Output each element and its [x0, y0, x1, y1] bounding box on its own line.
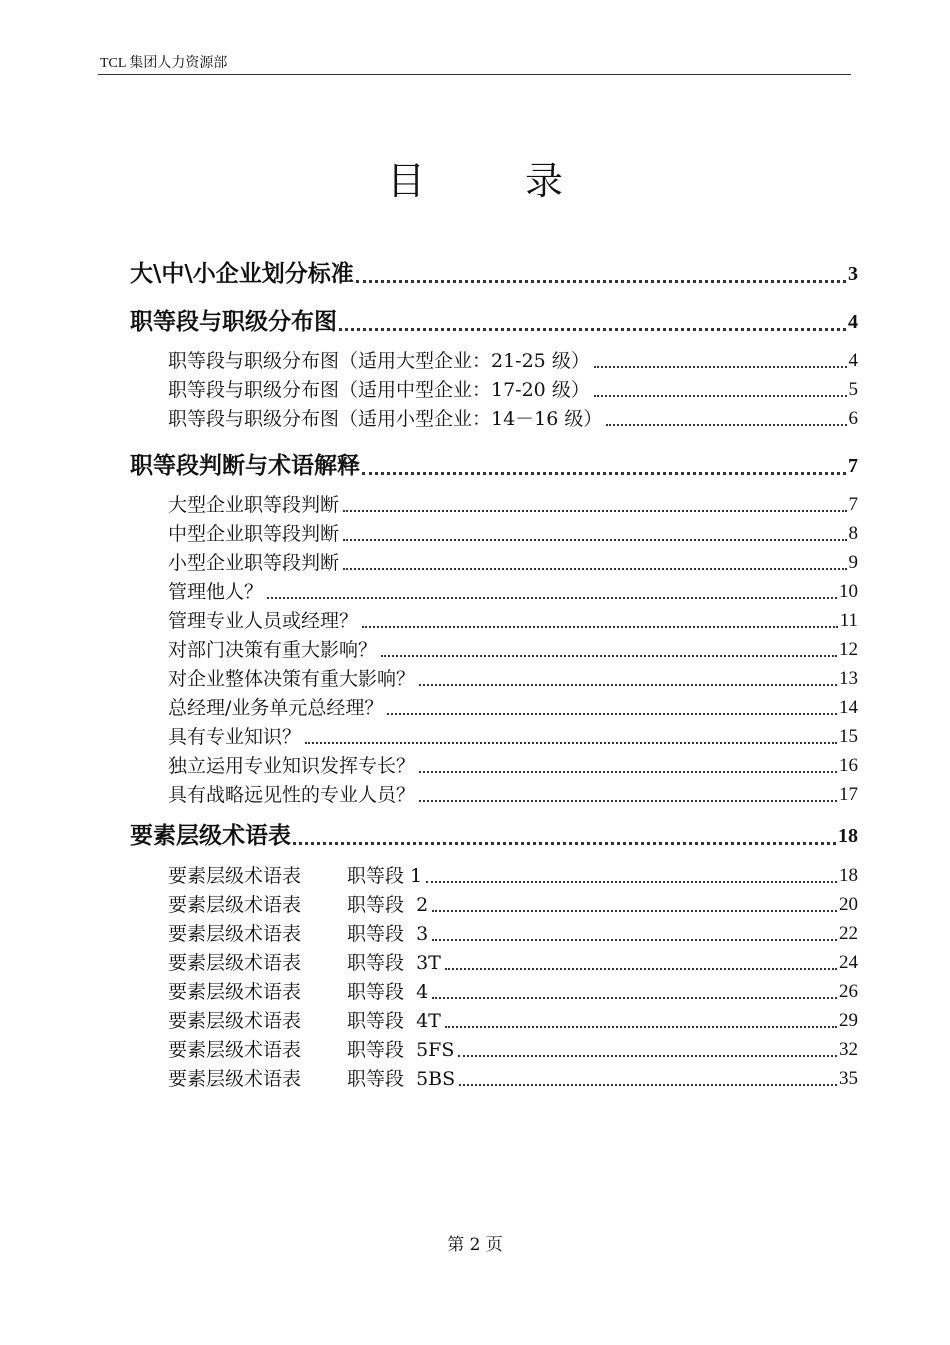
toc-subsection-entry[interactable] — [168, 521, 858, 547]
toc-dot-leader — [432, 920, 837, 941]
toc-dot-leader — [293, 819, 836, 845]
toc-entry-title: 具有专业知识？ — [168, 726, 302, 748]
toc-entry-title: 要素层级术语表 — [168, 1039, 302, 1061]
toc-dot-leader — [356, 257, 846, 283]
toc-page-number: 18 — [838, 825, 858, 847]
toc-dot-leader — [362, 607, 838, 628]
toc-entry-title: 要素层级术语表 — [168, 923, 302, 945]
toc-subsection-entry[interactable] — [168, 921, 858, 947]
toc-page-number: 16 — [839, 755, 858, 776]
toc-subsection-entry[interactable] — [168, 1008, 858, 1034]
toc-entry-grade: 职等段 3T — [347, 952, 441, 974]
toc-page-number: 4 — [848, 311, 858, 333]
toc-dot-leader — [445, 1007, 837, 1028]
toc-page-number: 17 — [839, 784, 858, 805]
toc-page-number: 11 — [839, 610, 858, 631]
toc-page-number: 20 — [839, 894, 858, 915]
toc-entry-title: 要素层级术语表 — [168, 1010, 302, 1032]
toc-dot-leader — [606, 405, 846, 426]
toc-entry-title: 具有战略远见性的专业人员？ — [168, 784, 416, 806]
toc-entry-grade: 职等段 5BS — [347, 1068, 456, 1090]
toc-dot-leader — [387, 694, 837, 715]
toc-subsection-entry[interactable] — [168, 724, 858, 750]
toc-page-number: 13 — [839, 668, 858, 689]
toc-subsection-entry[interactable] — [168, 406, 858, 432]
toc-dot-leader — [426, 862, 837, 883]
toc-subsection-entry[interactable] — [168, 550, 858, 576]
toc-dot-leader — [432, 891, 837, 912]
toc-entry-title: 要素层级术语表 — [168, 1068, 302, 1090]
toc-entry-title: 要素层级术语表 — [168, 952, 302, 974]
toc-entry-title: 对部门决策有重大影响？ — [168, 639, 378, 661]
toc-entry-grade: 职等段 1 — [347, 865, 423, 887]
toc-page-number: 15 — [839, 726, 858, 747]
toc-dot-leader — [459, 1065, 837, 1086]
toc-page-number: 14 — [839, 697, 858, 718]
toc-page-number: 8 — [848, 523, 858, 544]
toc-entry-grade: 职等段 4 — [347, 981, 429, 1003]
toc-page-number: 7 — [848, 494, 858, 515]
toc-dot-leader — [432, 978, 837, 999]
toc-subsection-entry[interactable] — [168, 377, 858, 403]
toc-subsection-entry[interactable] — [168, 782, 858, 808]
toc-page-number: 18 — [839, 865, 858, 886]
toc-dot-leader — [305, 723, 837, 744]
toc-subsection-entry[interactable] — [168, 695, 858, 721]
toc-dot-leader — [458, 1036, 837, 1057]
toc-dot-leader — [362, 449, 846, 475]
toc-entry-grade: 职等段 4T — [347, 1010, 441, 1032]
toc-subsection-entry[interactable] — [168, 950, 858, 976]
toc-subsection-entry[interactable] — [168, 637, 858, 663]
toc-subsection-entry[interactable] — [168, 1066, 858, 1092]
toc-subsection-entry[interactable] — [168, 979, 858, 1005]
toc-page-number: 22 — [839, 923, 858, 944]
toc-subsection-entry[interactable] — [168, 666, 858, 692]
toc-entry-title: 小型企业职等段判断 — [168, 552, 340, 574]
toc-entry-title: 管理专业人员或经理？ — [168, 610, 359, 632]
toc-subsection-entry[interactable] — [168, 863, 858, 889]
toc-page-number: 4 — [848, 350, 858, 371]
toc-page-number: 32 — [839, 1039, 858, 1060]
toc-subsection-entry[interactable] — [168, 492, 858, 518]
toc-entry-title: 大型企业职等段判断 — [168, 494, 340, 516]
toc-entry-title: 要素层级术语表 — [168, 865, 302, 887]
page-footer: 第 2 页 — [447, 1235, 503, 1255]
page-title: 目 录 — [386, 159, 608, 203]
toc-entry-grade: 职等段 3 — [347, 923, 429, 945]
toc-entry-title: 职等段与职级分布图（适用小型企业：14－16 级） — [168, 408, 603, 430]
toc-dot-leader — [343, 549, 846, 570]
toc-page-number: 7 — [848, 455, 858, 477]
toc-entry-title: 管理他人？ — [168, 581, 264, 603]
toc-dot-leader — [343, 520, 846, 541]
toc-entry-title: 中型企业职等段判断 — [168, 523, 340, 545]
toc-page-number: 3 — [848, 263, 858, 285]
toc-entry-title: 总经理/业务单元总经理？ — [168, 697, 384, 719]
toc-entry-title: 职等段与职级分布图（适用中型企业：17-20 级） — [168, 379, 590, 401]
toc-subsection-entry[interactable] — [168, 608, 858, 634]
toc-subsection-entry[interactable] — [168, 753, 858, 779]
toc-entry-grade: 职等段 5FS — [347, 1039, 455, 1061]
toc-page-number: 35 — [839, 1068, 858, 1089]
toc-page-number: 24 — [839, 952, 858, 973]
toc-dot-leader — [419, 781, 837, 802]
toc-entry-title: 要素层级术语表 — [168, 981, 302, 1003]
toc-entry-title: 大\中\小企业划分标准 — [130, 261, 354, 287]
toc-page-number: 12 — [839, 639, 858, 660]
toc-dot-leader — [594, 376, 847, 397]
toc-section-entry[interactable] — [130, 820, 858, 852]
toc-entry-title: 要素层级术语表 — [130, 823, 291, 849]
toc-entry-grade: 职等段 2 — [347, 894, 429, 916]
toc-entry-title: 职等段与职级分布图 — [130, 309, 337, 335]
toc-dot-leader — [339, 305, 846, 331]
toc-page-number: 5 — [848, 379, 858, 400]
toc-section-entry[interactable] — [130, 306, 858, 338]
toc-dot-leader — [343, 491, 846, 512]
toc-dot-leader — [267, 578, 837, 599]
toc-entry-title: 职等段与职级分布图（适用大型企业：21-25 级） — [168, 350, 590, 372]
toc-subsection-entry[interactable] — [168, 348, 858, 374]
toc-page-number: 29 — [839, 1010, 858, 1031]
toc-dot-leader — [594, 347, 847, 368]
toc-entry-title: 独立运用专业知识发挥专长？ — [168, 755, 416, 777]
header-text: TCL 集团人力资源部 — [100, 56, 228, 71]
toc-subsection-entry[interactable] — [168, 579, 858, 605]
toc-page-number: 26 — [839, 981, 858, 1002]
toc-page-number: 6 — [848, 408, 858, 429]
toc-section-entry[interactable] — [130, 450, 858, 482]
toc-dot-leader — [381, 636, 837, 657]
toc-entry-title: 要素层级术语表 — [168, 894, 302, 916]
toc-dot-leader — [419, 665, 837, 686]
toc-dot-leader — [445, 949, 837, 970]
toc-subsection-entry[interactable] — [168, 892, 858, 918]
toc-page-number: 10 — [839, 581, 858, 602]
toc-dot-leader — [419, 752, 837, 773]
toc-entry-title: 职等段判断与术语解释 — [130, 453, 360, 479]
toc-subsection-entry[interactable] — [168, 1037, 858, 1063]
toc-page-number: 9 — [848, 552, 858, 573]
toc-section-entry[interactable] — [130, 258, 858, 290]
toc-entry-title: 对企业整体决策有重大影响？ — [168, 668, 416, 690]
